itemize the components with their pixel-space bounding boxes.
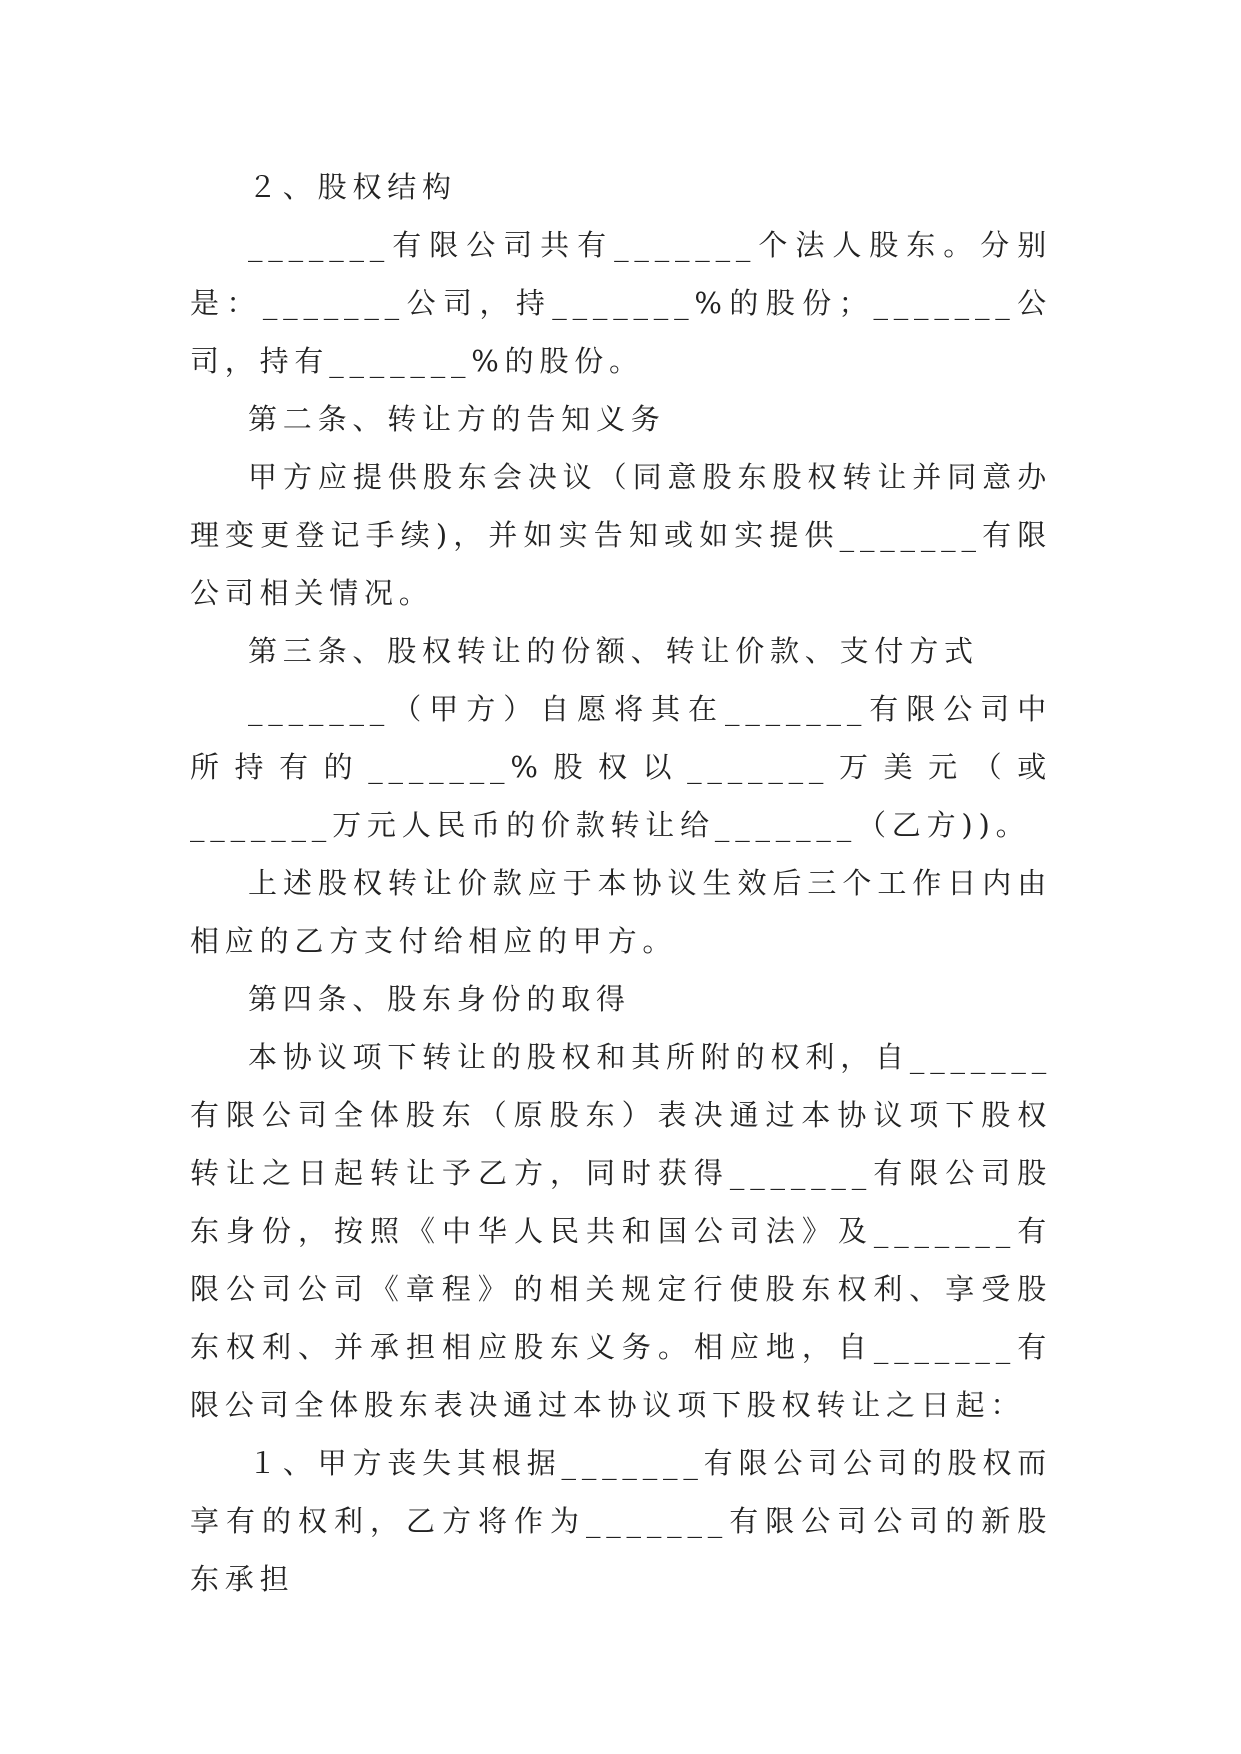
paragraph-shareholders: _______有限公司共有_______个法人股东。分别是：_______公司，持_______%的股份；_______公司，持有_______%的股份。 bbox=[190, 228, 1052, 378]
paragraph-shareholder-status: 本协议项下转让的股权和其所附的权利，自_______有限公司全体股东（原股东）表决通过本协议项下股权转让之日起转让予乙方，同时获得_______有限公司股东身份，按照《中华人民共和国公司法》及_______有限公司公司《章程》的相关规定行使股东权利、享受股东权利、并承担相应股东义务。相应地，自_______有限公司全体股东表决通过本协议项下股权转让之日起： bbox=[190, 1040, 1052, 1422]
article-heading-4: 第四条、股东身份的取得 bbox=[248, 982, 631, 1016]
paragraph-disclosure-duty: 甲方应提供股东会决议（同意股东股权转让并同意办理变更登记手续)，并如实告知或如实提供_______有限公司相关情况。 bbox=[190, 460, 1052, 610]
article-heading-2: 第二条、转让方的告知义务 bbox=[248, 402, 666, 436]
section-heading-equity-structure: ２、股权结构 bbox=[248, 170, 457, 204]
paragraph-payment: 上述股权转让价款应于本协议生效后三个工作日内由相应的乙方支付给相应的甲方。 bbox=[190, 866, 1052, 958]
paragraph-item-1: １、甲方丧失其根据_______有限公司公司的股权而享有的权利，乙方将作为_______有限公司公司的新股东承担 bbox=[190, 1446, 1052, 1596]
paragraph-transfer-share: _______（甲方）自愿将其在_______有限公司中所持有的_______%股权以_______万美元（或_______万元人民币的价款转让给_______（乙方))。 bbox=[190, 692, 1052, 842]
document-body bbox=[190, 158, 1052, 1608]
article-heading-3: 第三条、股权转让的份额、转让价款、支付方式 bbox=[248, 634, 979, 668]
